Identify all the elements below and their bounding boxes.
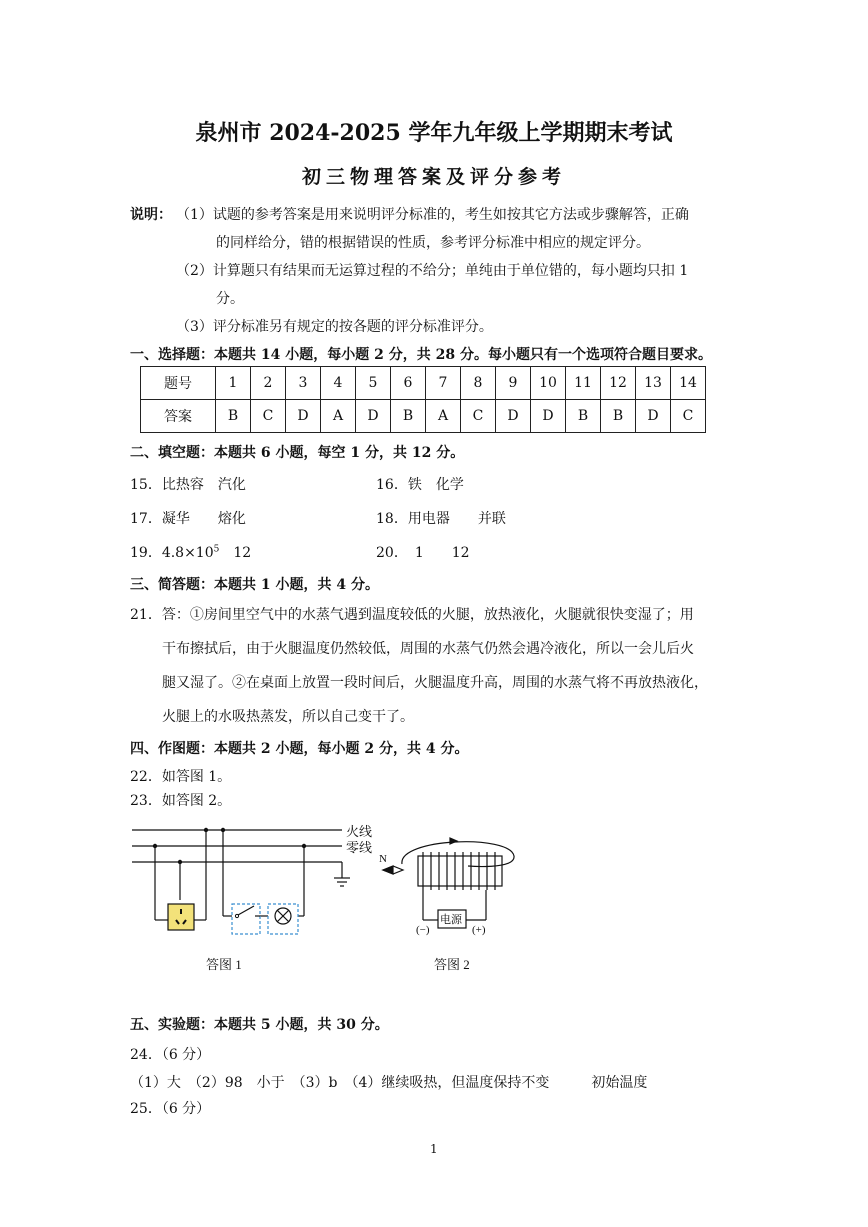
socket-icon xyxy=(168,904,194,930)
answer-19 xyxy=(130,542,251,562)
question-number: 7 xyxy=(426,367,461,400)
answer-19-base: 19．4.8×10 xyxy=(130,545,214,561)
answer-cell: D xyxy=(496,400,531,433)
section-4-heading: 四、作图题：本题共 2 小题，每小题 2 分，共 4 分。 xyxy=(130,741,469,757)
page-subtitle: 初三物理答案及评分参考 xyxy=(301,166,566,188)
table-row-answers xyxy=(141,400,706,433)
section-3-heading: 三、简答题：本题共 1 小题，共 4 分。 xyxy=(130,577,379,593)
answer-24: （1）大 （2）98 小于 （3）b （4）继续吸热，但温度保持不变 初始温度 xyxy=(130,1075,648,1091)
question-number: 13 xyxy=(636,367,671,400)
question-number: 2 xyxy=(251,367,286,400)
junction-dot xyxy=(178,860,182,864)
note-1-line-1: （1）试题的参考答案是用来说明评分标准的，考生如按其它方法或步骤解答，正确 xyxy=(176,207,689,223)
note-3: （3）评分标准另有规定的按各题的评分标准评分。 xyxy=(176,319,493,335)
answer-diagrams xyxy=(128,820,708,980)
question-number: 6 xyxy=(391,367,426,400)
answer-21-line-2: 干布擦拭后，由于火腿温度仍然较低，周围的水蒸气仍然会遇冷液化，所以一会儿后火 xyxy=(162,641,694,657)
answer-20: 20． 1 12 xyxy=(376,545,470,561)
question-number: 4 xyxy=(321,367,356,400)
negative-terminal-label: (−) xyxy=(416,924,430,936)
answer-19-exponent: 5 xyxy=(213,544,220,555)
figure-1-caption: 答图 1 xyxy=(206,957,242,972)
note-1-line-2: 的同样给分，错的根据错误的性质，参考评分标准中相应的规定评分。 xyxy=(216,235,650,251)
figure-1-household-circuit xyxy=(132,830,350,920)
section-5-heading: 五、实验题：本题共 5 小题，共 30 分。 xyxy=(130,1017,389,1033)
answer-16: 16．铁 化学 xyxy=(376,477,464,493)
answer-21-line-4: 火腿上的水吸热蒸发，所以自己变干了。 xyxy=(162,709,414,725)
question-number: 3 xyxy=(286,367,321,400)
answer-cell: A xyxy=(426,400,461,433)
question-24-header: 24．（6 分） xyxy=(130,1047,211,1063)
question-number: 14 xyxy=(671,367,706,400)
answer-23: 23．如答图 2。 xyxy=(130,793,232,809)
page-title: 泉州市 2024-2025 学年九年级上学期期末考试 xyxy=(195,120,673,146)
answer-table xyxy=(140,366,706,433)
question-number: 11 xyxy=(566,367,601,400)
lamp-icon xyxy=(268,904,298,934)
answer-cell: B xyxy=(391,400,426,433)
answer-cell: C xyxy=(251,400,286,433)
answer-18: 18．用电器 并联 xyxy=(376,511,506,527)
table-header-question: 题号 xyxy=(141,367,216,400)
junction-dot xyxy=(204,828,208,832)
table-header-answer: 答案 xyxy=(141,400,216,433)
junction-dot xyxy=(302,844,306,848)
answer-15: 15．比热容 汽化 xyxy=(130,477,246,493)
question-number: 1 xyxy=(216,367,251,400)
question-number: 10 xyxy=(531,367,566,400)
answer-22: 22．如答图 1。 xyxy=(130,769,232,785)
answer-cell: D xyxy=(531,400,566,433)
question-number: 8 xyxy=(461,367,496,400)
answer-17: 17．凝华 熔化 xyxy=(130,511,246,527)
live-wire-label: 火线 xyxy=(346,824,373,839)
junction-dot xyxy=(221,828,225,832)
answer-cell: D xyxy=(636,400,671,433)
answer-cell: C xyxy=(461,400,496,433)
answer-cell: D xyxy=(356,400,391,433)
answer-21-line-1: 21．答：①房间里空气中的水蒸气遇到温度较低的火腿，放热液化，火腿就很快变湿了；用 xyxy=(130,607,694,623)
table-row-question-numbers xyxy=(141,367,706,400)
notes-label: 说明： xyxy=(130,207,172,223)
junction-dot xyxy=(153,844,157,848)
answer-cell: D xyxy=(286,400,321,433)
section-2-heading: 二、填空题：本题共 6 小题，每空 1 分，共 12 分。 xyxy=(130,445,465,461)
answer-cell: C xyxy=(671,400,706,433)
switch-icon xyxy=(232,904,260,934)
power-source-label: 电源 xyxy=(440,914,462,926)
note-2-line-1: （2）计算题只有结果而无运算过程的不给分；单纯由于单位错的，每小题均只扣 1 xyxy=(176,263,689,279)
figure-2-caption: 答图 2 xyxy=(434,957,470,972)
answer-cell: B xyxy=(601,400,636,433)
section-1-heading: 一、选择题：本题共 14 小题，每小题 2 分，共 28 分。每小题只有一个选项符合题目要求。 xyxy=(130,347,712,363)
question-number: 5 xyxy=(356,367,391,400)
question-25-header: 25．（6 分） xyxy=(130,1101,211,1117)
answer-cell: A xyxy=(321,400,356,433)
neutral-wire-label: 零线 xyxy=(346,840,373,855)
question-number: 12 xyxy=(601,367,636,400)
question-number: 9 xyxy=(496,367,531,400)
answer-19-rest: 12 xyxy=(219,545,252,561)
answer-cell: B xyxy=(566,400,601,433)
answer-cell: B xyxy=(216,400,251,433)
answer-21-line-3: 腿又湿了。②在桌面上放置一段时间后，火腿温度升高，周围的水蒸气将不再放热液化， xyxy=(162,675,708,691)
positive-terminal-label: (+) xyxy=(472,924,486,936)
north-pole-label: N xyxy=(379,853,387,865)
note-2-line-2: 分。 xyxy=(216,291,244,307)
page-number: 1 xyxy=(430,1142,438,1156)
